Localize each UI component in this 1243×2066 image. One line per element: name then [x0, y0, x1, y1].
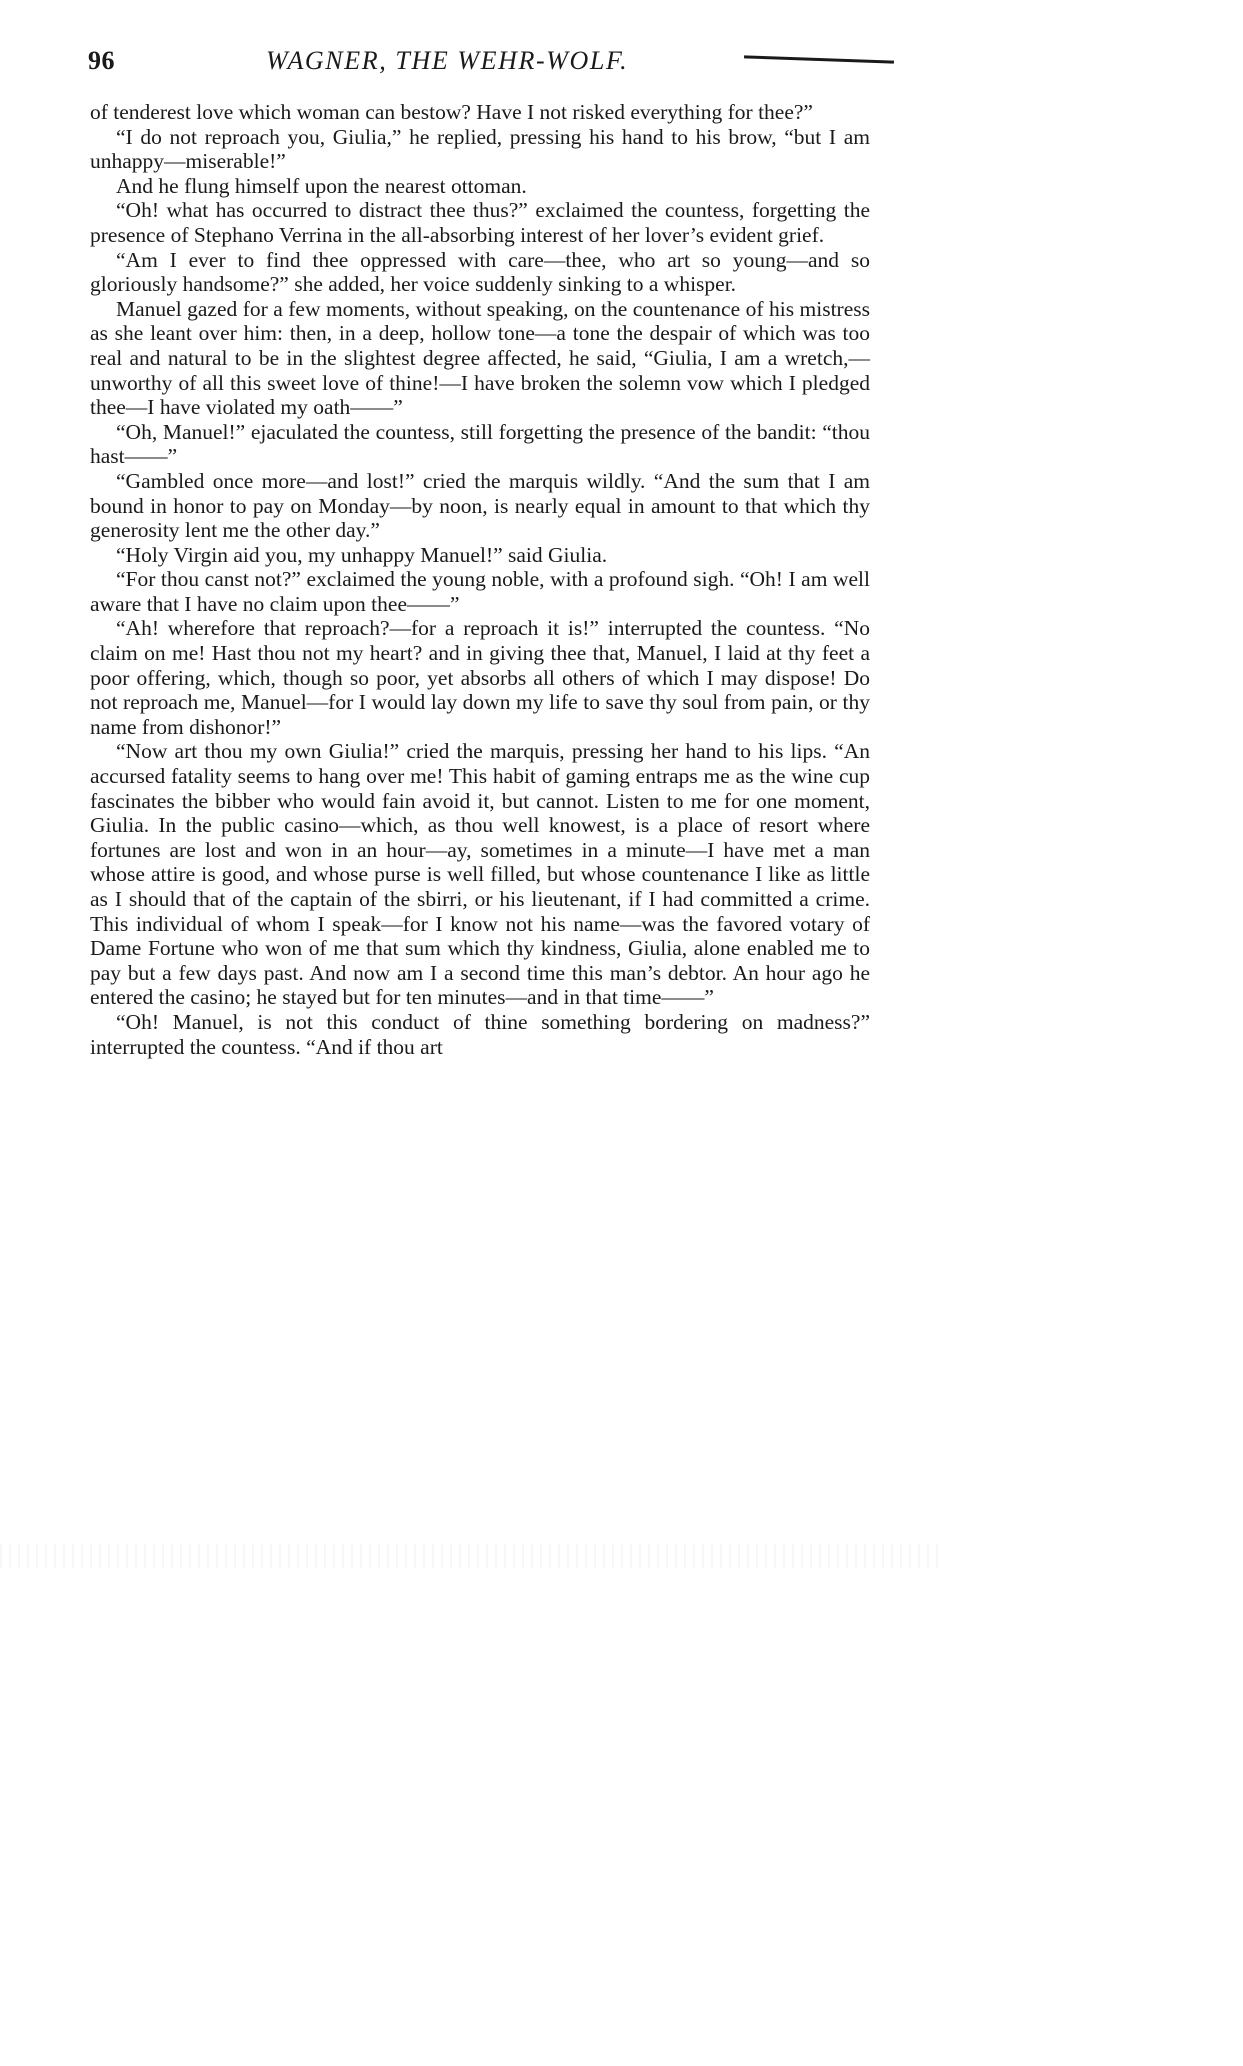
page-number: 96	[88, 46, 115, 75]
paragraph: “For thou canst not?” exclaimed the young noble, with a profound sigh. “Oh! I am well aware that I have no claim upon thee——”	[90, 567, 870, 616]
paragraph: “I do not reproach you, Giulia,” he replied, pressing his hand to his brow, “but I am unhappy—miserable!”	[90, 124, 870, 174]
body-text	[90, 100, 870, 1059]
running-head: WAGNER, THE WEHR-WOLF.	[266, 46, 629, 75]
paragraph: “Oh, Manuel!” ejaculated the countess, still forgetting the presence of the bandit: “thou hast——”	[90, 419, 870, 469]
page-header	[88, 44, 908, 84]
paragraph: of tenderest love which woman can bestow? Have I not risked everything for thee?”	[90, 100, 813, 124]
scan-noise	[0, 1544, 943, 1568]
paragraph: “Gambled once more—and lost!” cried the marquis wildly. “And the sum that I am bound in honor to pay on Monday—by noon, is nearly equal in amount to that which thy generosity lent me the other day.”	[90, 468, 870, 543]
paragraph: “Oh! Manuel, is not this conduct of thine something bordering on madness?” interrupted the countess. “And if thou art	[90, 1009, 870, 1059]
paragraph: “Oh! what has occurred to distract thee thus?” exclaimed the countess, forgetting the presence of Stephano Verrina in the all-absorbing interest of her lover’s evident grief.	[90, 198, 870, 247]
paragraph: Manuel gazed for a few moments, without speaking, on the countenance of his mistress as she leant over him: then, in a deep, hollow tone—a tone the despair of which was too real and natural to be in the slightest degree affected, he said, “Giulia, I am a wretch,—unworthy of all this sweet love of thine!—I have broken the solemn vow which I pledged thee—I have violated my oath——”	[90, 296, 870, 420]
paragraph: “Now art thou my own Giulia!” cried the marquis, pressing her hand to his lips. “An accursed fatality seems to hang over me! This habit of gaming entraps me as the wine cup fascinates the bibber who would fain avoid it, but cannot. Listen to me for one moment, Giulia. In the public casino—which, as thou well knowest, is a place of resort where fortunes are lost and won in an hour—ay, sometimes in a minute—I have met a man whose attire is good, and whose purse is well filled, but whose countenance I like as little as I should that of the captain of the sbirri, or his lieutenant, if I had committed a crime. This individual of whom I speak—for I know not his name—was the favored votary of Dame Fortune who won of me that sum which thy kindness, Giulia, alone enabled me to pay but a few days past. And now am I a second time this man’s debtor. An hour ago he entered the casino; he stayed but for ten minutes—and in that time——”	[90, 739, 870, 1010]
paragraph: “Holy Virgin aid you, my unhappy Manuel!” said Giulia.	[116, 542, 608, 567]
header-rule	[744, 55, 894, 63]
paragraph: “Ah! wherefore that reproach?—for a reproach it is!” interrupted the countess. “No claim on me! Hast thou not my heart? and in giving thee that, Manuel, I laid at thy feet a poor offering, which, though so poor, yet absorbs all others of which I may dispose! Do not reproach me, Manuel—for I would lay down my life to save thy soul from pain, or thy name from dishonor!”	[90, 616, 870, 739]
paragraph: And he flung himself upon the nearest ottoman.	[116, 173, 527, 198]
paragraph: “Am I ever to find thee oppressed with care—thee, who art so young—and so gloriously handsome?” she added, her voice suddenly sinking to a whisper.	[90, 247, 870, 297]
